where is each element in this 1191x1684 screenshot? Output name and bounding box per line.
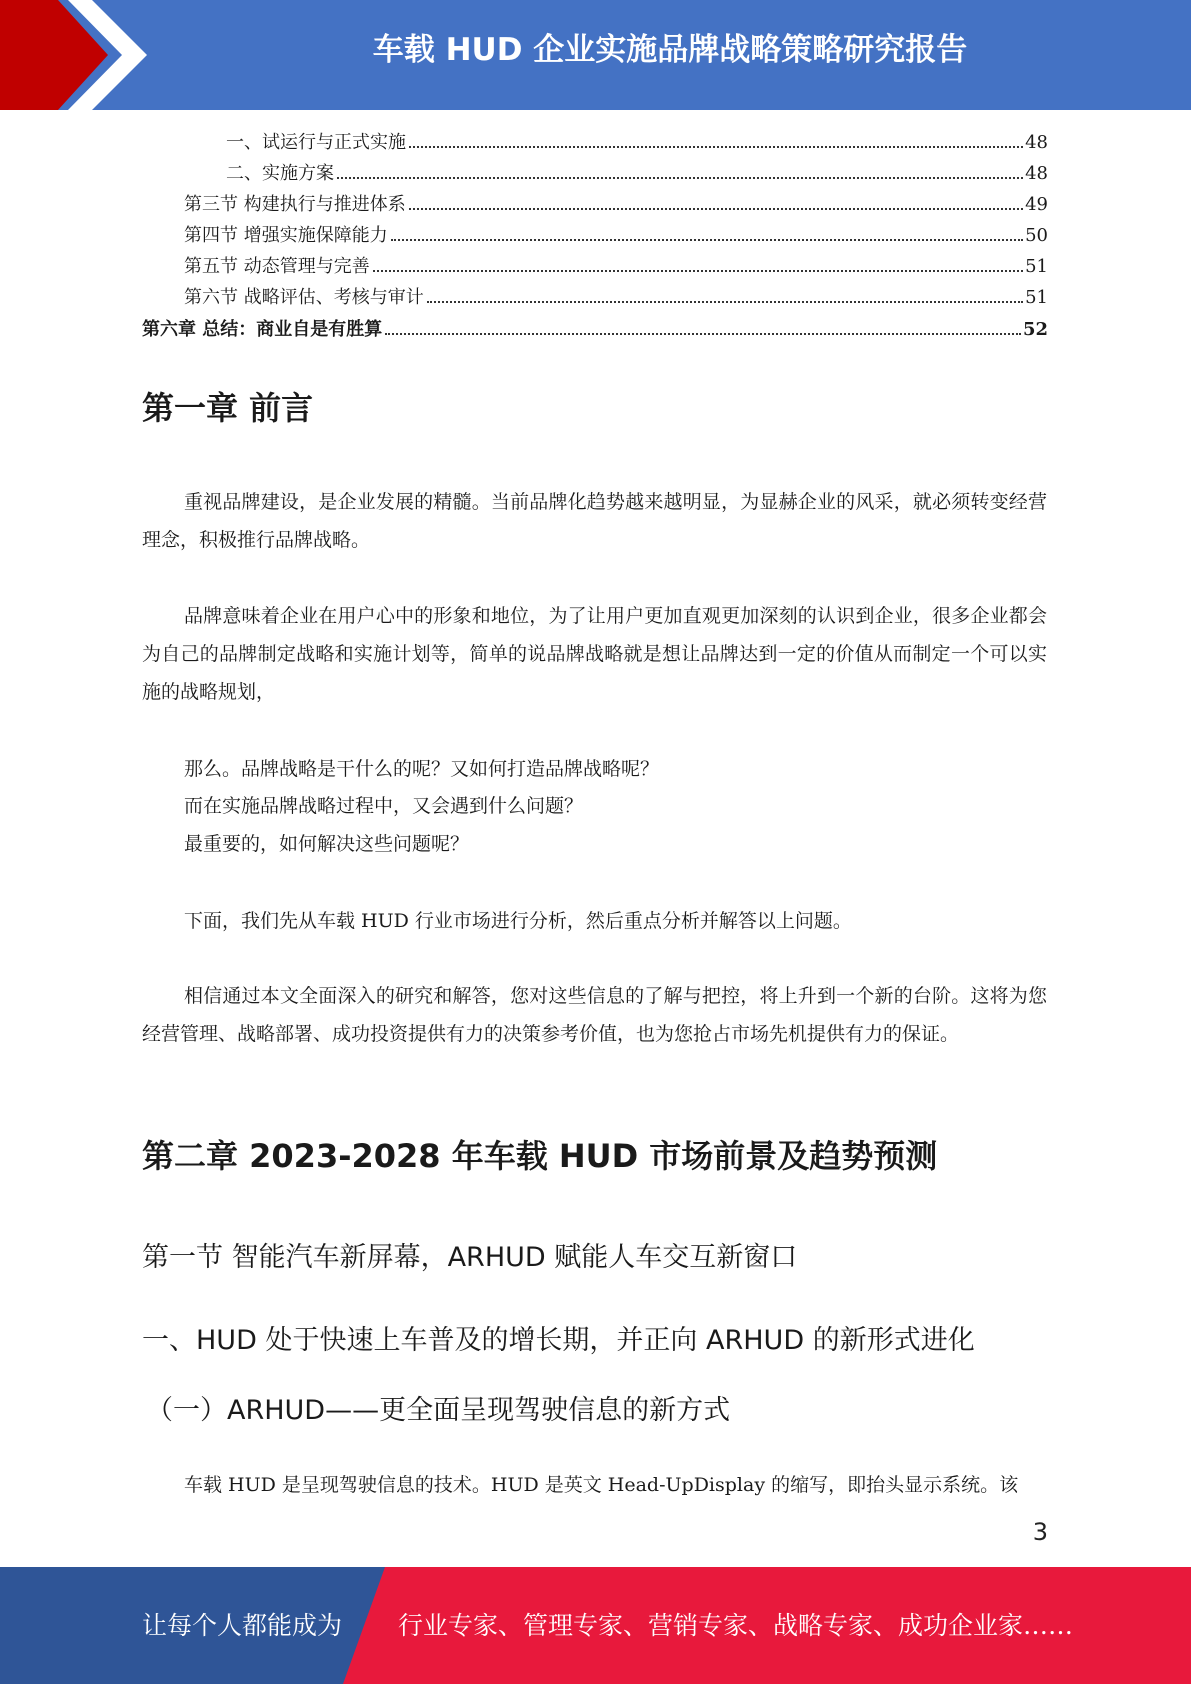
toc-entry-title: 二、实施方案 <box>226 163 334 184</box>
paragraph: 相信通过本文全面深入的研究和解答，您对这些信息的了解与把控，将上升到一个新的台阶。这将为您经营管理、战略部署、成功投资提供有力的决策参考价值，也为您抢占市场先机提供有力的保证。 <box>142 985 1047 1045</box>
toc-entry[interactable] <box>184 193 1048 217</box>
chapter-1-heading: 第一章 前言 <box>142 389 314 427</box>
toc-entry[interactable] <box>184 224 1048 248</box>
footer-slogan-roles: 行业专家、管理专家、营销专家、战略专家、成功企业家…… <box>398 1611 1074 1640</box>
red-chevron-graphic <box>0 0 150 110</box>
footer-slogan-lead: 让每个人都能成为 <box>142 1611 343 1640</box>
toc-leader <box>373 270 1023 272</box>
paragraph: 下面，我们先从车载 HUD 行业市场进行分析，然后重点分析并解答以上问题。 <box>184 910 852 932</box>
toc-entry-title: 第六章 总结：商业自是有胜算 <box>142 319 383 340</box>
page-number: 3 <box>1032 1518 1048 1546</box>
toc-leader <box>391 239 1023 241</box>
toc-entry-title: 一、试运行与正式实施 <box>226 132 406 153</box>
footer-banner <box>0 1567 1191 1684</box>
paragraph: 车载 HUD 是呈现驾驶信息的技术。HUD 是英文 Head-UpDisplay 的缩写，即抬头显示系统。该 <box>184 1474 1019 1496</box>
chapter-2-heading: 第二章 2023-2028 年车载 HUD 市场前景及趋势预测 <box>142 1137 938 1175</box>
toc-entry[interactable] <box>184 255 1048 279</box>
toc-leader <box>409 146 1023 148</box>
toc-entry-page: 49 <box>1025 194 1048 215</box>
toc-entry-chapter[interactable] <box>142 318 1048 342</box>
toc-entry-page: 48 <box>1025 132 1048 153</box>
toc-leader <box>385 333 1021 335</box>
toc-entry[interactable] <box>226 162 1048 186</box>
report-title: 车载 HUD 企业实施品牌战略策略研究报告 <box>372 32 968 68</box>
toc-entry-page: 52 <box>1022 319 1048 340</box>
toc-entry-page: 48 <box>1025 163 1048 184</box>
subsubsection-heading: （一）ARHUD——更全面呈现驾驶信息的新方式 <box>146 1395 731 1426</box>
paragraph: 品牌意味着企业在用户心中的形象和地位，为了让用户更加直观更加深刻的认识到企业，很多企业都会为自己的品牌制定战略和实施计划等，简单的说品牌战略就是想让品牌达到一定的价值从而制定一个可以实施的战略规划， <box>142 605 1047 703</box>
toc-entry-title: 第五节 动态管理与完善 <box>184 256 370 277</box>
toc-leader <box>409 208 1023 210</box>
toc-entry-title: 第四节 增强实施保障能力 <box>184 225 388 246</box>
paragraph: 重视品牌建设，是企业发展的精髓。当前品牌化趋势越来越明显，为显赫企业的风采，就必须转变经营理念，积极推行品牌战略。 <box>142 491 1047 551</box>
toc-entry-title: 第三节 构建执行与推进体系 <box>184 194 406 215</box>
toc-entry-title: 第六节 战略评估、考核与审计 <box>184 287 424 308</box>
toc-leader <box>427 301 1023 303</box>
header-banner <box>0 0 1191 110</box>
question-line: 而在实施品牌战略过程中，又会遇到什么问题？ <box>184 795 584 817</box>
question-line: 最重要的，如何解决这些问题呢？ <box>184 833 470 855</box>
toc-entry-page: 50 <box>1025 225 1048 246</box>
toc-entry-page: 51 <box>1025 287 1048 308</box>
subsection-heading: 一、HUD 处于快速上车普及的增长期，并正向 ARHUD 的新形式进化 <box>142 1325 975 1356</box>
toc-entry[interactable] <box>184 286 1048 310</box>
toc-leader <box>337 177 1023 179</box>
toc-entry[interactable] <box>226 131 1048 155</box>
question-line: 那么。品牌战略是干什么的呢？又如何打造品牌战略呢？ <box>184 758 660 780</box>
toc-entry-page: 51 <box>1025 256 1048 277</box>
section-heading: 第一节 智能汽车新屏幕，ARHUD 赋能人车交互新窗口 <box>142 1242 798 1273</box>
